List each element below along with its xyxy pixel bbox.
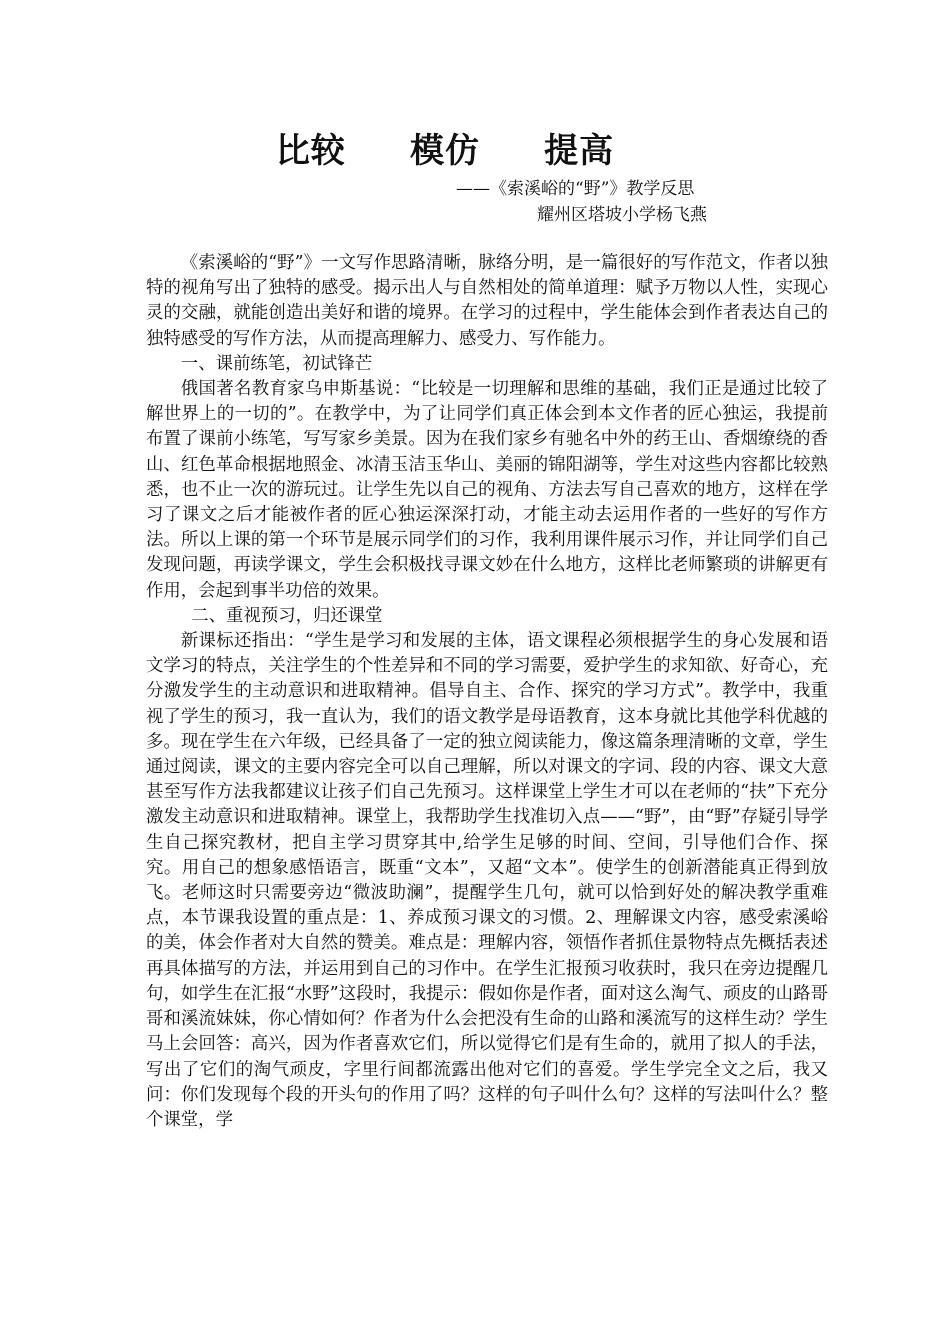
document-subtitle: ——《索溪峪的“野”》教学反思 (456, 179, 695, 199)
section-paragraph-1: 俄国著名教育家乌申斯基说：“比较是一切理解和思维的基础，我们正是通过比较了解世界上的一切的”。在教学中，为了让同学们真正体会到本文作者的匠心独运，我提前布置了课前小练笔，写写家乡美景。因为在我们家乡有驰名中外的药王山、香烟缭绕的香山、红色革命根据地照金、冰清玉洁玉华山、美丽的锦阳湖等，学生对这些内容都比较熟悉，也不止一次的游玩过。让学生先以自己的视角、方法去写自己喜欢的地方，这样在学习了课文之后才能被作者的匠心独运深深打动，才能主动去运用作者的一些好的写作方法。所以上课的第一个环节是展示同学们的习作，我利用课件展示习作，并让同学们自己发现问题，再读学课文，学生会积极找寻课文妙在什么地方，这样比老师繁琐的讲解更有作用，会起到事半功倍的效果。 (146, 379, 828, 601)
document-body (146, 251, 828, 1133)
intro-paragraph: 《索溪峪的“野”》一文写作思路清晰，脉络分明，是一篇很好的写作范文，作者以独特的视角写出了独特的感受。揭示出人与自然相处的简单道理：赋予万物以人性，实现心灵的交融，就能创造出美好和谐的境界。在学习的过程中，学生能体会到作者表达自己的独特感受的写作方法，从而提高理解力、感受力、写作能力。 (146, 253, 828, 349)
section-heading-1: 一、课前练笔，初试锋芒 (180, 353, 373, 374)
document-title: 比较 模仿 提高 (275, 131, 615, 171)
section-paragraph-2: 新课标还指出：“学生是学习和发展的主体，语文课程必须根据学生的身心发展和语文学习的特点，关注学生的个性差异和不同的学习需要，爱护学生的求知欲、好奇心，充分激发学生的主动意识和进取精神。倡导自主、合作、探究的学习方式”。教学中，我重视了学生的预习，我一直认为，我们的语文教学是母语教育，这本身就比其他学科优越的多。现在学生在六年级，已经具备了一定的独立阅读能力，像这篇条理清晰的文章，学生通过阅读，课文的主要内容完全可以自己理解，所以对课文的字词、段的内容、课文大意甚至写作方法我都建议让孩子们自己先预习。这样课堂上学生才可以在老师的“扶”下充分激发主动意识和进取精神。课堂上，我帮助学生找准切入点——“野”，由“野”存疑引导学生自己探究教材，把自主学习贯穿其中,给学生足够的时间、空间，引导他们合作、探究。用自己的想象感悟语言，既重“文本”，又超“文本”。使学生的创新潜能真正得到放飞。老师这时只需要旁边“微波助澜”，提醒学生几句，就可以恰到好处的解决教学重难点，本节课我设置的重点是：1、养成预习课文的习惯。2、理解课文内容，感受索溪峪的美，体会作者对大自然的赞美。难点是：理解内容，领悟作者抓住景物特点先概括表述再具体描写的方法，并运用到自己的习作中。在学生汇报预习收获时，我只在旁边提醒几句，如学生在汇报“水野”这段时，我提示：假如你是作者，面对这么淘气、顽皮的山路哥哥和溪流妹妹，你心情如何？作者为什么会把没有生命的山路和溪流写的这样生动？学生马上会回答：高兴，因为作者喜欢它们，所以觉得它们是有生命的，就用了拟人的手法，写出了它们的淘气顽皮，字里行间都流露出他对它们的喜爱。学生学完全文之后，我又问：你们发现每个段的开头句的作用了吗？这样的句子叫什么句？这样的写法叫什么？整个课堂，学 (146, 631, 828, 1130)
section-heading-2: 二、重视预习，归还课堂 (191, 605, 383, 626)
document-author: 耀州区塔坡小学杨飞燕 (537, 205, 707, 225)
